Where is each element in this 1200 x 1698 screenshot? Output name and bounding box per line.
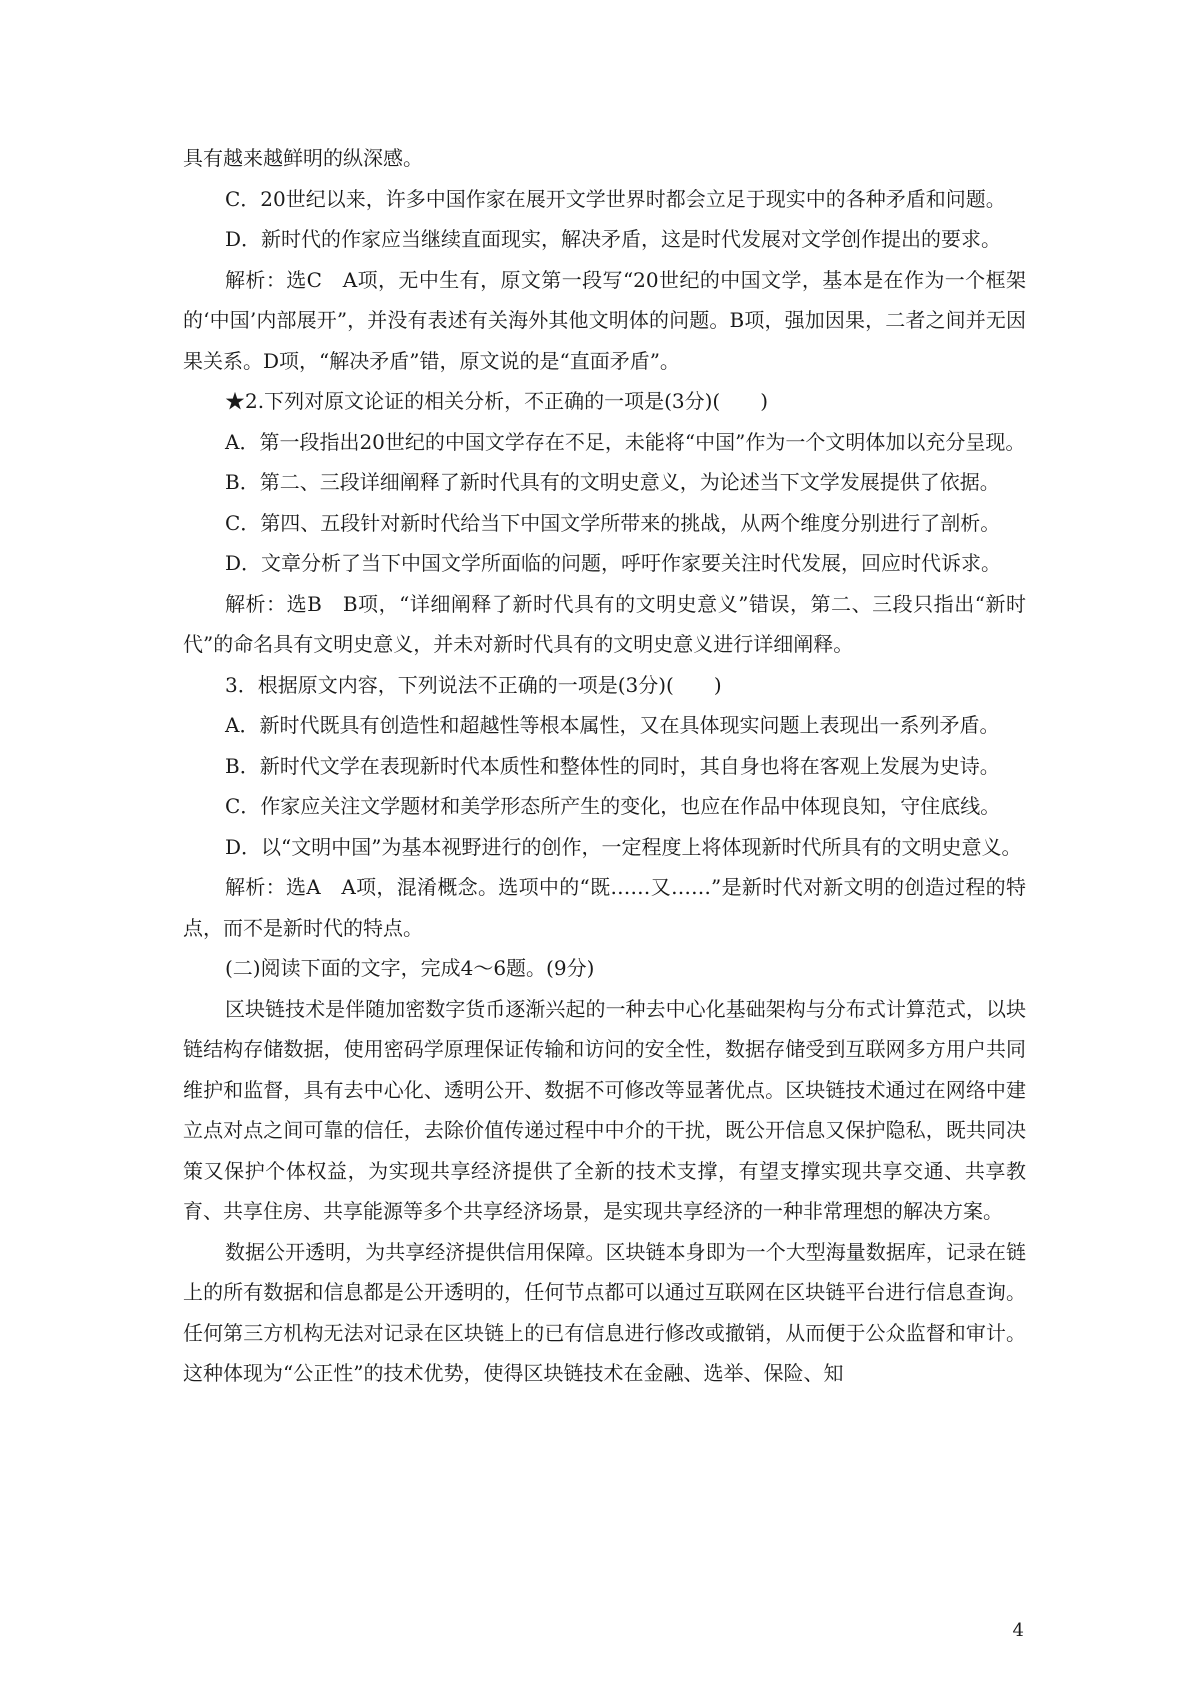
paragraph: B．第二、三段详细阐释了新时代具有的文明史意义，为论述当下文学发展提供了依据。 xyxy=(225,470,1000,494)
paragraph: B．新时代文学在表现新时代本质性和整体性的同时，其自身也将在客观上发展为史诗。 xyxy=(225,753,1000,778)
paragraph: 解析：选B B项，“详细阐释了新时代具有的文明史意义”错误，第二、三段只指出“新时代”的命名具有文明史意义，并未对新时代具有的文明史意义进行详细阐释。 xyxy=(183,591,1026,656)
question-3: 3．根据原文内容，下列说法不正确的一项是(3分)( ) xyxy=(225,672,722,697)
paragraph: C．第四、五段针对新时代给当下中国文学所带来的挑战，从两个维度分别进行了剖析。 xyxy=(225,510,1001,535)
section-heading: (二)阅读下面的文字，完成4～6题。(9分) xyxy=(225,956,595,980)
text-body xyxy=(183,138,1026,1394)
paragraph: 解析：选A A项，混淆概念。选项中的“既……又……”是新时代对新文明的创造过程的特点，而不是新时代的特点。 xyxy=(183,875,1026,940)
paragraph: D．新时代的作家应当继续直面现实，解决矛盾，这是时代发展对文学创作提出的要求。 xyxy=(225,227,1002,251)
paragraph: A．第一段指出20世纪的中国文学存在不足，未能将“中国”作为一个文明体加以充分呈现。 xyxy=(225,429,1026,454)
question-2: ★2.下列对原文论证的相关分析，不正确的一项是(3分)( ) xyxy=(225,389,769,413)
paragraph: C．作家应关注文学题材和美学形态所产生的变化，也应在作品中体现良知，守住底线。 xyxy=(225,794,1001,818)
paragraph: D．文章分析了当下中国文学所面临的问题，呼吁作家要关注时代发展，回应时代诉求。 xyxy=(225,551,1002,575)
paragraph: 区块链技术是伴随加密数字货币逐渐兴起的一种去中心化基础架构与分布式计算范式，以块链结构存储数据，使用密码学原理保证传输和访问的安全性，数据存储受到互联网多方用户共同维护和监督，具有去中心化、透明公开、数据不可修改等显著优点。区块链技术通过在网络中建立点对点之间可靠的信任，去除价值传递过程中中介的干扰，既公开信息又保护隐私，既共同决策又保护个体权益，为实现共享经济提供了全新的技术支撑，有望支撑实现共享交通、共享教育、共享住房、共享能源等多个共享经济场景，是实现共享经济的一种非常理想的解决方案。 xyxy=(183,996,1026,1223)
paragraph: 数据公开透明，为共享经济提供信用保障。区块链本身即为一个大型海量数据库，记录在链上的所有数据和信息都是公开透明的，任何节点都可以通过互联网在区块链平台进行信息查询。任何第三方机构无法对记录在区块链上的已有信息进行修改或撤销，从而便于公众监督和审计。这种体现为“公正性”的技术优势，使得区块链技术在金融、选举、保险、知 xyxy=(183,1239,1026,1385)
page-number: 4 xyxy=(1012,1620,1024,1641)
paragraph: D．以“文明中国”为基本视野进行的创作，一定程度上将体现新时代所具有的文明史意义。 xyxy=(225,834,1022,859)
paragraph: A．新时代既具有创造性和超越性等根本属性，又在具体现实问题上表现出一系列矛盾。 xyxy=(225,713,1000,737)
paragraph: 解析：选C A项，无中生有，原文第一段写“20世纪的中国文学，基本是在作为一个框架的‘中国’内部展开”，并没有表述有关海外其他文明体的问题。B项，强加因果，二者之间并无因果关系。D项，“解决矛盾”错，原文说的是“直面矛盾”。 xyxy=(183,267,1026,373)
paragraph: 具有越来越鲜明的纵深感。 xyxy=(183,146,423,170)
paragraph: C．20世纪以来，许多中国作家在展开文学世界时都会立足于现实中的各种矛盾和问题。 xyxy=(225,186,1006,211)
